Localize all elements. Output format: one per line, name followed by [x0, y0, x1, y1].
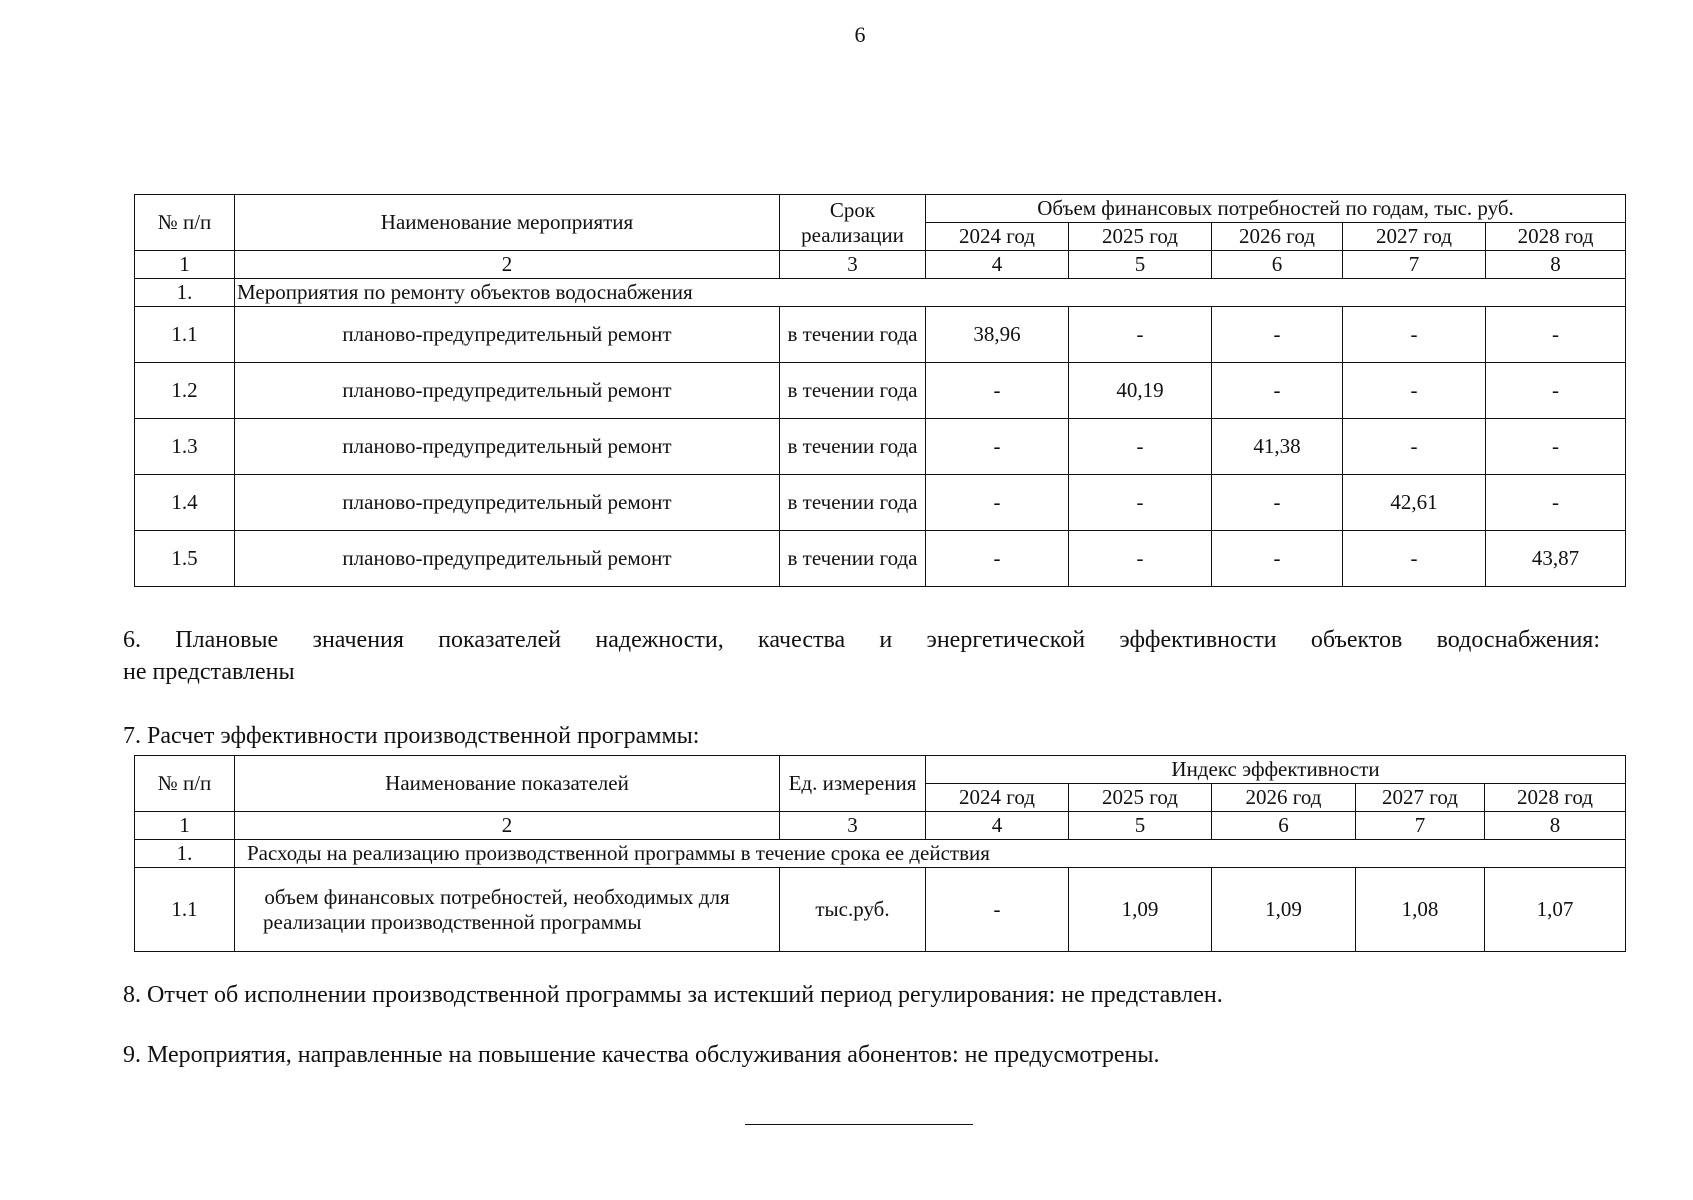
col-number: 1	[135, 251, 235, 279]
header-group: Объем финансовых потребностей по годам, тыс. руб.	[926, 195, 1626, 223]
row-value: -	[1212, 475, 1343, 531]
section-title: Мероприятия по ремонту объектов водоснабжения	[235, 279, 1626, 307]
row-value: 40,19	[1069, 363, 1212, 419]
row-value: 1,08	[1356, 868, 1485, 952]
row-value: -	[926, 868, 1069, 952]
col-number: 5	[1069, 812, 1212, 840]
col-number: 2	[235, 251, 780, 279]
header-term: Срок реализации	[780, 195, 926, 251]
row-value: -	[926, 475, 1069, 531]
row-value: 42,61	[1343, 475, 1486, 531]
row-value: 1,09	[1069, 868, 1212, 952]
row-unit: тыс.руб.	[780, 868, 926, 952]
row-term: в течении года	[780, 475, 926, 531]
col-number: 8	[1485, 812, 1626, 840]
row-value: -	[1343, 307, 1486, 363]
row-value: -	[1069, 307, 1212, 363]
row-value: -	[1212, 307, 1343, 363]
table-row	[135, 307, 1626, 363]
row-value: 1,09	[1212, 868, 1356, 952]
col-number: 7	[1356, 812, 1485, 840]
row-term: в течении года	[780, 531, 926, 587]
row-name: планово-предупредительный ремонт	[235, 363, 780, 419]
financial-needs-table	[134, 194, 1626, 587]
row-name: планово-предупредительный ремонт	[235, 307, 780, 363]
closing-rule	[745, 1124, 973, 1125]
table-row	[135, 868, 1626, 952]
row-num: 1.4	[135, 475, 235, 531]
paragraph-9: 9. Мероприятия, направленные на повышение качества обслуживания абонентов: не предусмотрены.	[123, 1042, 1160, 1068]
table-row	[135, 363, 1626, 419]
col-number: 6	[1212, 251, 1343, 279]
row-value: -	[1069, 531, 1212, 587]
header-num: № п/п	[135, 195, 235, 251]
paragraph-6	[123, 624, 1600, 688]
row-name: планово-предупредительный ремонт	[235, 531, 780, 587]
col-number: 3	[780, 812, 926, 840]
row-num: 1.2	[135, 363, 235, 419]
table-row	[135, 475, 1626, 531]
row-name: планово-предупредительный ремонт	[235, 475, 780, 531]
row-value: -	[1486, 475, 1626, 531]
section-row	[135, 840, 1626, 868]
header-year: 2028 год	[1485, 784, 1626, 812]
row-value: 43,87	[1486, 531, 1626, 587]
column-number-row	[135, 251, 1626, 279]
col-number: 4	[926, 812, 1069, 840]
row-value: -	[1343, 363, 1486, 419]
col-number: 3	[780, 251, 926, 279]
row-num: 1.1	[135, 307, 235, 363]
header-group: Индекс эффективности	[926, 756, 1626, 784]
row-value: -	[1486, 307, 1626, 363]
header-year: 2027 год	[1343, 223, 1486, 251]
row-value: -	[1212, 531, 1343, 587]
section-num: 1.	[135, 840, 235, 868]
header-year: 2024 год	[926, 784, 1069, 812]
header-year: 2025 год	[1069, 784, 1212, 812]
col-number: 4	[926, 251, 1069, 279]
header-year: 2024 год	[926, 223, 1069, 251]
row-name: планово-предупредительный ремонт	[235, 419, 780, 475]
row-value: -	[926, 419, 1069, 475]
section-title: Расходы на реализацию производственной программы в течение срока ее действия	[235, 840, 1626, 868]
col-number: 6	[1212, 812, 1356, 840]
row-value: -	[926, 531, 1069, 587]
row-num: 1.5	[135, 531, 235, 587]
header-name: Наименование мероприятия	[235, 195, 780, 251]
row-term: в течении года	[780, 419, 926, 475]
col-number: 8	[1486, 251, 1626, 279]
paragraph-8: 8. Отчет об исполнении производственной программы за истекший период регулирования: не представлен.	[123, 982, 1223, 1008]
paragraph-7: 7. Расчет эффективности производственной программы:	[123, 723, 700, 749]
header-year: 2026 год	[1212, 784, 1356, 812]
column-number-row	[135, 812, 1626, 840]
header-year: 2026 год	[1212, 223, 1343, 251]
header-name: Наименование показателей	[235, 756, 780, 812]
row-value: -	[1069, 419, 1212, 475]
row-value: -	[1486, 363, 1626, 419]
page-number: 6	[854, 22, 866, 47]
row-term: в течении года	[780, 307, 926, 363]
efficiency-table	[134, 755, 1626, 952]
row-value: 1,07	[1485, 868, 1626, 952]
row-value: 38,96	[926, 307, 1069, 363]
row-value: -	[1343, 531, 1486, 587]
row-value: -	[1212, 363, 1343, 419]
header-year: 2025 год	[1069, 223, 1212, 251]
paragraph-6-line1: 6. Плановые значения показателей надежности, качества и энергетической эффективности объектов водоснабжения:	[123, 627, 1600, 653]
section-row	[135, 279, 1626, 307]
table-row	[135, 419, 1626, 475]
header-unit: Ед. измерения	[780, 756, 926, 812]
header-year: 2027 год	[1356, 784, 1485, 812]
row-num: 1.1	[135, 868, 235, 952]
row-value: 41,38	[1212, 419, 1343, 475]
col-number: 5	[1069, 251, 1212, 279]
col-number: 1	[135, 812, 235, 840]
col-number: 2	[235, 812, 780, 840]
table-row	[135, 531, 1626, 587]
section-num: 1.	[135, 279, 235, 307]
row-value: -	[926, 363, 1069, 419]
row-value: -	[1343, 419, 1486, 475]
header-num: № п/п	[135, 756, 235, 812]
row-value: -	[1069, 475, 1212, 531]
row-num: 1.3	[135, 419, 235, 475]
col-number: 7	[1343, 251, 1486, 279]
row-name: объем финансовых потребностей, необходимых для реализации производственной программы	[235, 868, 780, 952]
row-term: в течении года	[780, 363, 926, 419]
row-value: -	[1486, 419, 1626, 475]
header-year: 2028 год	[1486, 223, 1626, 251]
paragraph-6-line2: не представлены	[123, 659, 295, 685]
